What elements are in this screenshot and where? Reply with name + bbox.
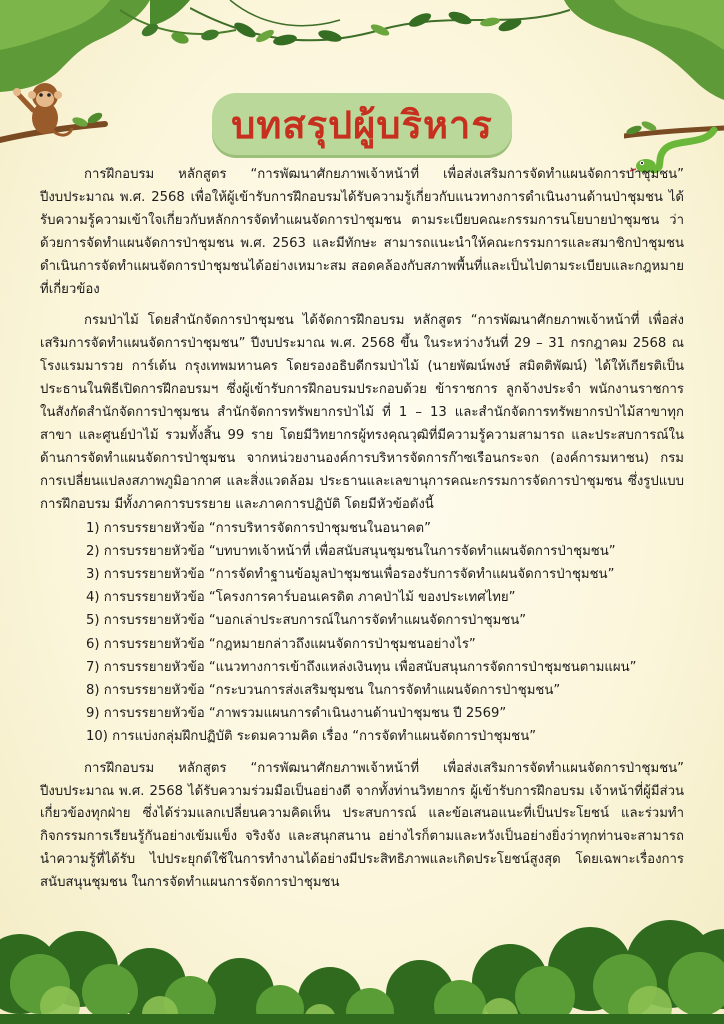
monkey-on-branch-illustration: [0, 78, 110, 153]
list-item: 3) การบรรยายหัวข้อ “การจัดทำฐานข้อมูลป่าชุมชนเพื่อรองรับการจัดทำแผนจัดการป่าชุมชน”: [86, 567, 615, 582]
list-item: 5) การบรรยายหัวข้อ “บอกเล่าประสบการณ์ในการจัดทำแผนจัดการป่าชุมชน”: [86, 613, 527, 629]
details-paragraph: กรมป่าไม้ โดยสำนักจัดการป่าชุมชน ได้จัดการฝึกอบรม หลักสูตร “การพัฒนาศักยภาพเจ้าหน้าที่ เพื่อส่งเสริมการจัดทำแผนจัดการป่าชุมชน” ปีงบประมาณ พ.ศ. 2568 ขึ้น ในระหว่างวันที่ 29 – 31 กรกฎาคม 2568 ณ โรงแรมมารวย การ์เด้น กรุงเทพมหานคร โดยรองอธิบดีกรมป่าไม้ (นายพัฒน์พงษ์ สมิตติพัฒน์) ได้ให้เกียรติเป็นประธานในพิธีเปิดการฝึกอบรมฯ ซึ่งผู้เข้ารับการฝึกอบรมประกอบด้วย ข้าราชการ ลูกจ้างประจำ พนักงานราชการ ในสังกัดสำนักจัดการป่าชุมชน สำนักจัดการทรัพยากรป่าไม้ ที่ 1 – 13 และสำนักจัดการทรัพยากรป่าไม้สาขาทุกสาขา และศูนย์ป่าไม้ รวมทั้งสิ้น 99 ราย โดยมีวิทยากรผู้ทรงคุณวุฒิที่มีความรู้ความสามารถ และประสบการณ์ในด้านการจัดทำแผนจัดการป่าชุมชน จากหน่วยงานองค์การบริหารจัดการก๊าซเรือนกระจก (องค์การมหาชน) กรมการเปลี่ยนแปลงสภาพภูมิอากาศ และสิ่งแวดล้อม ประธานและเลขานุการคณะกรรมการจัดการป่าชุมชน ซึ่งรูปแบบการฝึกอบรม มีทั้งภาคการบรรยาย และภาคการปฏิบัติ โดยมีหัวข้อดังนี้: [40, 313, 684, 512]
list-item: 1) การบรรยายหัวข้อ “การบริหารจัดการป่าชุมชนในอนาคต”: [86, 520, 431, 536]
list-item: 8) การบรรยายหัวข้อ “กระบวนการส่งเสริมชุมชน ในการจัดทำแผนจัดการป่าชุมชน”: [86, 683, 561, 699]
top-right-foliage-illustration: [544, 0, 724, 120]
title-banner: [212, 93, 512, 155]
intro-paragraph: การฝึกอบรม หลักสูตร “การพัฒนาศักยภาพเจ้าหน้าที่ เพื่อส่งเสริมการจัดทำแผนจัดการป่าชุมชน” ปีงบประมาณ พ.ศ. 2568 เพื่อให้ผู้เข้ารับการฝึกอบรมได้รับความรู้เกี่ยวกับแนวทางการดำเนินงานด้านป่าชุมชน ได้รับความรู้ความเข้าใจเกี่ยวกับหลักการจัดทำแผนจัดการป่าชุมชน ตามระเบียบคณะกรรมการนโยบายป่าชุมชน ว่าด้วยการจัดทำแผนจัดการป่าชุมชน พ.ศ. 2563 และมีทักษะ สามารถแนะนำให้คณะกรรมการและสมาชิกป่าชุมชนดำเนินการจัดทำแผนจัดการป่าชุมชนได้อย่างเหมาะสม สอดคล้องกับสภาพพื้นที่และเป็นไปตามระเบียบและกฎหมายที่เกี่ยวข้อง: [40, 167, 684, 297]
list-item: 7) การบรรยายหัวข้อ “แนวทางการเข้าถึงแหล่งเงินทุน เพื่อสนับสนุนการจัดการป่าชุมชนตามแผน”: [86, 659, 637, 675]
list-item: 2) การบรรยายหัวข้อ “บทบาทเจ้าหน้าที่ เพื่อสนับสนุนชุมชนในการจัดทำแผนจัดการป่าชุมชน”: [86, 543, 616, 559]
page-title: บทสรุปผู้บริหาร: [231, 102, 493, 147]
list-item: 6) การบรรยายหัวข้อ “กฎหมายกล่าวถึงแผนจัดการป่าชุมชนอย่างไร”: [86, 636, 476, 652]
conclusion-paragraph: การฝึกอบรม หลักสูตร “การพัฒนาศักยภาพเจ้าหน้าที่ เพื่อส่งเสริมการจัดทำแผนจัดการป่าชุมชน” ปีงบประมาณ พ.ศ. 2568 ได้รับความร่วมมือเป็นอย่างดี จากทั้งท่านวิทยากร ผู้เข้ารับการฝึกอบรม เจ้าหน้าที่ผู้มีส่วนเกี่ยวข้องทุกฝ่าย ซึ่งได้ร่วมแลกเปลี่ยนความคิดเห็น ประสบการณ์ และข้อเสนอแนะที่เป็นประโยชน์ และร่วมทำกิจกรรมการเรียนรู้กันอย่างเข้มแข็ง จริงจัง และสนุกสนาน อย่างไรก็ตามและหวังเป็นอย่างยิ่งว่าทุกท่านจะสามารถนำความรู้ที่ได้รับ ไปประยุกต์ใช้ในการทำงานได้อย่างมีประสิทธิภาพและเกิดประโยชน์สูงสุด โดยเฉพาะเรื่องการสนับสนุนชุมชน ในการจัดทำแผนการจัดการป่าชุมชน: [40, 760, 684, 891]
summary-body: [40, 164, 684, 895]
top-vines-illustration: [190, 0, 570, 70]
bottom-forest-illustration: [0, 914, 724, 1024]
topic-list: [40, 517, 684, 749]
list-item: 9) การบรรยายหัวข้อ “ภาพรวมแผนการดำเนินงานด้านป่าชุมชน ปี 2569”: [86, 706, 507, 722]
list-item: 4) การบรรยายหัวข้อ “โครงการคาร์บอนเครดิต ภาคป่าไม้ ของประเทศไทย”: [86, 590, 516, 606]
list-item: 10) การแบ่งกลุ่มฝึกปฏิบัติ ระดมความคิด เรื่อง “การจัดทำแผนจัดการป่าชุมชน”: [86, 729, 537, 745]
